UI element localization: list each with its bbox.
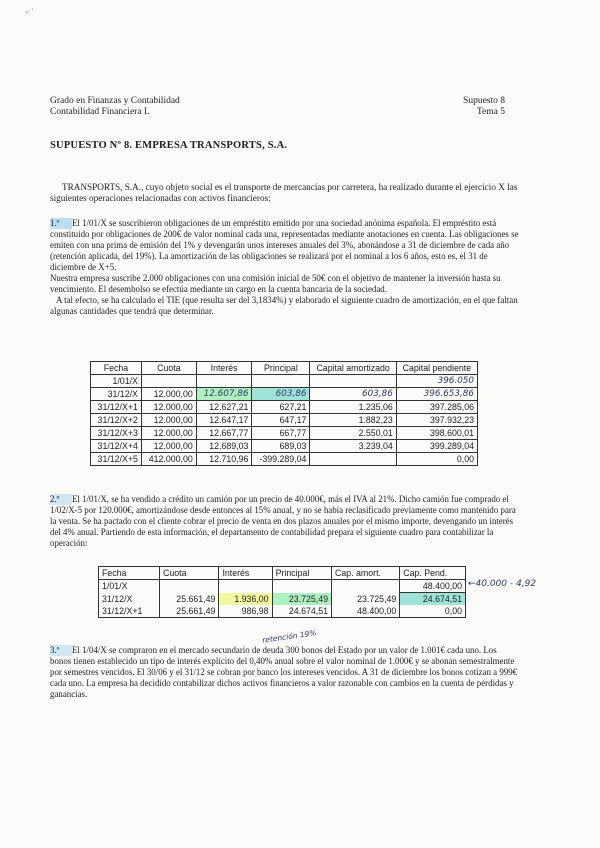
table-cell: 986,98 bbox=[219, 605, 272, 618]
section-3-number: 3.º bbox=[50, 645, 72, 656]
table-cell: -399.289,04 bbox=[252, 453, 310, 466]
table-cell: 398.600,01 bbox=[396, 427, 477, 440]
table-cell: 12.000,00 bbox=[141, 427, 196, 440]
header-left bbox=[50, 96, 180, 118]
table-2-header: Interés bbox=[219, 567, 272, 580]
table-row bbox=[91, 440, 478, 453]
table-cell: 31/12/X+4 bbox=[91, 440, 142, 453]
table-cell: 412.000,00 bbox=[141, 453, 196, 466]
section-3-text: El 1/04/X se compraron en el mercado secundario de deuda 300 bonos del Estado por un valor de 1.001€ cada uno. Los bonos tienen establecido un tipo de interés explícito del 0,40% anual sobre el valor nominal de 1.000€ y se abonan semestralmente por semestres vencidos. El 30/06 y el 31/12 se cobran por banco los intereses vencidos. A 31 de diciembre los bonos cotizan a 999€ cada uno. La empresa ha decidido contabilizar dichos activos financieros a valor razonable con cambios en la cuenta de pérdidas y ganancias. bbox=[50, 645, 518, 699]
table-cell bbox=[310, 375, 396, 388]
section-2 bbox=[50, 494, 520, 549]
section-1-paragraph-2: Nuestra empresa suscribe 2.000 obligaciones con una comisión inicial de 50€ con el objetivo de mantener la inversión hasta su vencimiento. El desembolso se efectúa mediante un cargo en la cuenta bancaria de la sociedad. bbox=[50, 273, 501, 294]
table-row bbox=[91, 453, 478, 466]
section-2-text: El 1/01/X, se ha vendido a crédito un camión por un precio de 40.000€, más el IVA al 21%. Dicho camión fue comprado el 1/02/X-5 por 120.000€, amortizándose desde entonces al 15% anual, y no se había reclasificado previamente como mantenido para la venta. Se ha pactado con el cliente cobrar el precio de venta en dos plazos anuales por el mismo importe, devengando un interés del 4% anual. Partiendo de esta información, el departamento de contabilidad prepara el siguiente cuadro para contabilizar la operación: bbox=[50, 494, 516, 548]
table-2-header: Cap. Pend. bbox=[400, 567, 466, 580]
table-2-header: Fecha bbox=[99, 567, 160, 580]
section-3 bbox=[50, 645, 520, 700]
table-1-header: Cuota bbox=[141, 362, 196, 375]
table-cell: 12.710,96 bbox=[196, 453, 252, 466]
table-cell: 12.689,03 bbox=[196, 440, 252, 453]
table-cell: 48.400,00 bbox=[332, 605, 400, 618]
table-cell: 397.285,06 bbox=[396, 401, 477, 414]
table-cell: 1.235,06 bbox=[310, 401, 396, 414]
table-1-header: Fecha bbox=[91, 362, 142, 375]
table-1-header-row bbox=[91, 362, 478, 375]
document-title: SUPUESTO Nº 8. EMPRESA TRANSPORTS, S.A. bbox=[50, 140, 288, 151]
table-cell bbox=[141, 375, 196, 388]
table-cell: 397.932,23 bbox=[396, 414, 477, 427]
table-cell: 12.000,00 bbox=[141, 440, 196, 453]
table-cell-handwritten: 603,86 bbox=[252, 388, 310, 401]
table-cell: 689,03 bbox=[252, 440, 310, 453]
section-3-paragraph bbox=[50, 645, 520, 700]
table-cell: 12.667,77 bbox=[196, 427, 252, 440]
section-1-text-1: El 1/01/X se suscribieron obligaciones de un empréstito emitido por una sociedad anónima española. El empréstito está constituido por obligaciones de 200€ de valor nominal cada una, representadas mediante anotaciones en cuenta. Las obligaciones se emiten con una prima de emisión del 1% y devengarán unos intereses anuales del 3%, abonándose a 31 de diciembre de cada año (retención aplicada, del 19%). La amortización de las obligaciones se realizará por el nominal a los 6 años, esto es, el 31 de diciembre de X+5. bbox=[50, 218, 519, 272]
section-1-paragraph-1 bbox=[50, 218, 520, 273]
table-2-header: Cap. amort. bbox=[332, 567, 400, 580]
table-cell: 25.661,49 bbox=[160, 593, 219, 606]
table-cell bbox=[219, 580, 272, 593]
arrow-left-icon: ← bbox=[468, 579, 476, 589]
table-cell: 31/12/X+1 bbox=[91, 401, 142, 414]
table-cell: 647,17 bbox=[252, 414, 310, 427]
table-row bbox=[91, 375, 478, 388]
table-cell bbox=[272, 580, 331, 593]
table-cell: 31/12/X+1 bbox=[99, 605, 160, 618]
table-cell: 0,00 bbox=[396, 453, 477, 466]
table-cell: 31/12/X bbox=[91, 388, 142, 401]
table-cell: 627,21 bbox=[252, 401, 310, 414]
table-row bbox=[91, 401, 478, 414]
table-cell: 0,00 bbox=[400, 605, 466, 618]
table-1-header: Capital pendiente bbox=[396, 362, 477, 375]
table-row bbox=[91, 414, 478, 427]
table-2-header: Principal bbox=[272, 567, 331, 580]
table-cell: 31/12/X+5 bbox=[91, 453, 142, 466]
table-cell: 399.289,04 bbox=[396, 440, 477, 453]
section-1-paragraph-3: A tal efecto, se ha calculado el TIE (que resulta ser del 3,1834%) y elaborado el siguiente cuadro de amortización, en el que faltan algunas cantidades que tendrá que determinar. bbox=[50, 295, 518, 316]
table-1-header: Capital amortizado bbox=[310, 362, 396, 375]
amortization-table-1 bbox=[90, 361, 478, 466]
table-cell: 1.882,23 bbox=[310, 414, 396, 427]
handwritten-note: retención 19% bbox=[261, 628, 317, 645]
table-cell: 25.661,49 bbox=[160, 605, 219, 618]
table-cell-handwritten: 396.050 bbox=[396, 375, 477, 388]
table-row bbox=[91, 388, 478, 401]
section-2-number: 2.º bbox=[50, 494, 72, 505]
table-cell: 31/12/X+3 bbox=[91, 427, 142, 440]
table-cell: 12.000,00 bbox=[141, 414, 196, 427]
section-1-number: 1.º bbox=[50, 218, 72, 229]
topic-number: Tema 5 bbox=[476, 107, 505, 117]
intro-paragraph: TRANSPORTS, S.A., cuyo objeto social es el transporte de mercancías por carretera, ha realizado durante el ejercicio X las siguientes operaciones relacionadas con activos financieros: bbox=[50, 182, 518, 203]
table-cell: 1/01/X bbox=[91, 375, 142, 388]
header-right bbox=[463, 96, 505, 118]
table-cell: 12.627,21 bbox=[196, 401, 252, 414]
table-row bbox=[99, 580, 466, 593]
table-2-header-row bbox=[99, 567, 466, 580]
table-cell: 24.674,51 bbox=[400, 593, 466, 606]
table-cell: 2.550,01 bbox=[310, 427, 396, 440]
table-cell bbox=[196, 375, 252, 388]
table-cell: 12.000,00 bbox=[141, 388, 196, 401]
table-1-header: Principal bbox=[252, 362, 310, 375]
case-number: Supuesto 8 bbox=[463, 96, 505, 106]
subject-name: Contabilidad Financiera I. bbox=[50, 107, 150, 117]
table-cell bbox=[332, 580, 400, 593]
table-cell: 1/01/X bbox=[99, 580, 160, 593]
table-cell bbox=[310, 453, 396, 466]
course-name: Grado en Finanzas y Contabilidad bbox=[50, 96, 180, 106]
table-row bbox=[99, 605, 466, 618]
scan-mark: ⌐ · bbox=[23, 4, 36, 17]
table-cell-handwritten: 603,86 bbox=[310, 388, 396, 401]
table-cell: 3.239,04 bbox=[310, 440, 396, 453]
table-cell bbox=[252, 375, 310, 388]
table-2-annotation bbox=[468, 579, 536, 589]
table-2-header: Cuota bbox=[160, 567, 219, 580]
table-cell: 23.725,49 bbox=[272, 593, 331, 606]
table-row bbox=[91, 427, 478, 440]
table-cell: 12.647,17 bbox=[196, 414, 252, 427]
table-cell: 48.400,00 bbox=[400, 580, 466, 593]
section-1 bbox=[50, 218, 520, 317]
amortization-table-2 bbox=[98, 566, 466, 618]
table-cell: 1.936,00 bbox=[219, 593, 272, 606]
table-cell: 667,77 bbox=[252, 427, 310, 440]
table-cell: 12.000,00 bbox=[141, 401, 196, 414]
table-2-annotation-text: 40.000 - 4,92 bbox=[475, 579, 537, 589]
table-cell: 24.674,51 bbox=[272, 605, 331, 618]
table-cell: 23.725,49 bbox=[332, 593, 400, 606]
section-2-paragraph bbox=[50, 494, 520, 549]
table-cell-handwritten: 396.653,86 bbox=[396, 388, 477, 401]
table-cell: 31/12/X bbox=[99, 593, 160, 606]
table-row bbox=[99, 593, 466, 606]
table-cell bbox=[160, 580, 219, 593]
table-1-header: Interés bbox=[196, 362, 252, 375]
table-cell: 31/12/X+2 bbox=[91, 414, 142, 427]
table-cell-handwritten: 12.607,86 bbox=[196, 388, 252, 401]
